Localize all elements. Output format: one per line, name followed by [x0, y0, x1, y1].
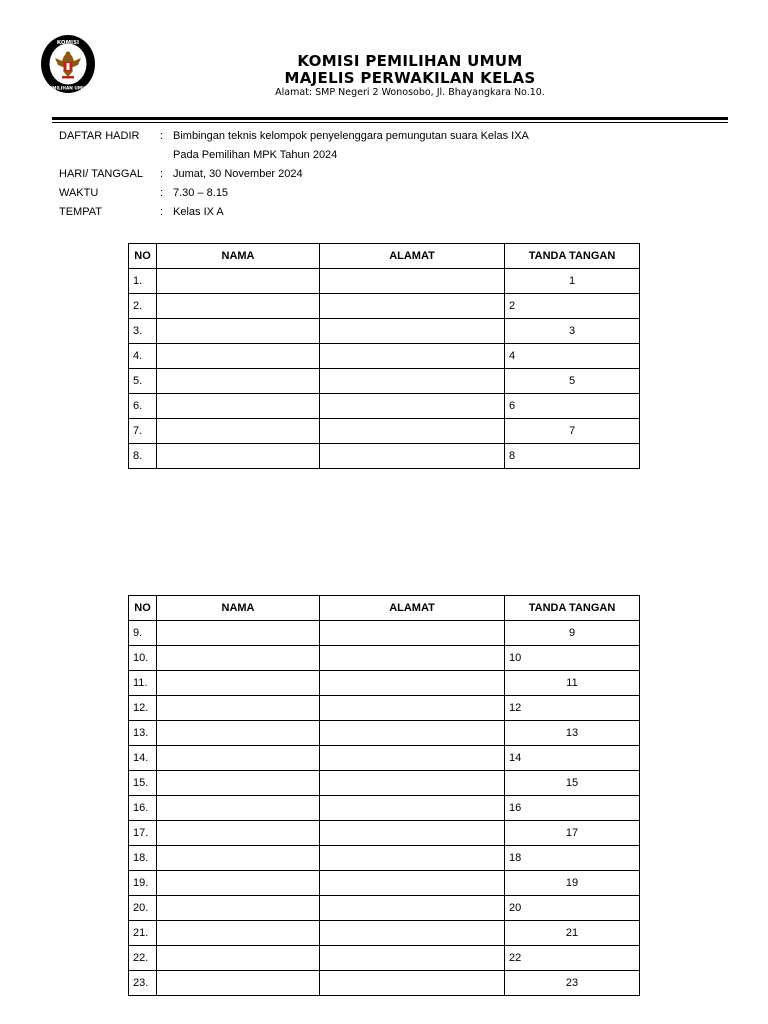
- signature-cell[interactable]: 15: [505, 771, 640, 796]
- table-row: [129, 971, 640, 996]
- header-alamat: ALAMAT: [320, 596, 505, 621]
- kpu-logo: [40, 34, 96, 94]
- info-label: DAFTAR HADIR: [59, 130, 140, 142]
- row-number-cell: 20.: [129, 896, 157, 921]
- info-colon: :: [160, 206, 164, 218]
- table-row: [129, 946, 640, 971]
- info-value: Pada Pemilihan MPK Tahun 2024: [173, 149, 338, 161]
- signature-cell[interactable]: 17: [505, 821, 640, 846]
- signature-cell[interactable]: 9: [505, 621, 640, 646]
- nama-cell[interactable]: [157, 896, 320, 921]
- row-number-cell: 14.: [129, 746, 157, 771]
- signature-cell[interactable]: 2: [505, 294, 640, 319]
- alamat-cell[interactable]: [320, 671, 505, 696]
- table-row: [129, 921, 640, 946]
- table-row: [129, 796, 640, 821]
- info-label: HARI/ TANGGAL: [59, 168, 143, 180]
- row-number-cell: 10.: [129, 646, 157, 671]
- signature-cell[interactable]: 1: [505, 269, 640, 294]
- alamat-cell[interactable]: [320, 696, 505, 721]
- row-number-cell: 3.: [129, 319, 157, 344]
- header-divider-thin: [52, 122, 728, 123]
- signature-cell[interactable]: 4: [505, 344, 640, 369]
- signature-cell[interactable]: 3: [505, 319, 640, 344]
- signature-cell[interactable]: 21: [505, 921, 640, 946]
- table-row: [129, 771, 640, 796]
- row-number-cell: 16.: [129, 796, 157, 821]
- nama-cell[interactable]: [157, 294, 320, 319]
- header-tanda-tangan: TANDA TANGAN: [505, 244, 640, 269]
- alamat-cell[interactable]: [320, 369, 505, 394]
- header-no: NO: [129, 596, 157, 621]
- nama-cell[interactable]: [157, 369, 320, 394]
- table-row: [129, 444, 640, 469]
- info-block: [59, 127, 529, 222]
- nama-cell[interactable]: [157, 671, 320, 696]
- alamat-cell[interactable]: [320, 946, 505, 971]
- row-number-cell: 19.: [129, 871, 157, 896]
- org-title: KOMISI PEMILIHAN UMUM: [297, 52, 523, 70]
- alamat-cell[interactable]: [320, 294, 505, 319]
- alamat-cell[interactable]: [320, 621, 505, 646]
- nama-cell[interactable]: [157, 621, 320, 646]
- info-row-waktu: [59, 184, 529, 203]
- signature-cell[interactable]: 6: [505, 394, 640, 419]
- alamat-cell[interactable]: [320, 921, 505, 946]
- nama-cell[interactable]: [157, 821, 320, 846]
- table-row: [129, 896, 640, 921]
- nama-cell[interactable]: [157, 344, 320, 369]
- row-number-cell: 13.: [129, 721, 157, 746]
- info-row-tempat: [59, 203, 529, 222]
- signature-cell[interactable]: 13: [505, 721, 640, 746]
- table-row: [129, 344, 640, 369]
- header-divider-thick: [52, 117, 728, 120]
- signature-cell[interactable]: 20: [505, 896, 640, 921]
- table-row: [129, 394, 640, 419]
- nama-cell[interactable]: [157, 946, 320, 971]
- header-tanda-tangan: TANDA TANGAN: [505, 596, 640, 621]
- nama-cell[interactable]: [157, 444, 320, 469]
- row-number-cell: 12.: [129, 696, 157, 721]
- row-number-cell: 21.: [129, 921, 157, 946]
- info-row-daftar: [59, 127, 529, 146]
- signature-cell[interactable]: 16: [505, 796, 640, 821]
- nama-cell[interactable]: [157, 746, 320, 771]
- signature-cell[interactable]: 14: [505, 746, 640, 771]
- nama-cell[interactable]: [157, 971, 320, 996]
- alamat-cell[interactable]: [320, 444, 505, 469]
- table-row: [129, 721, 640, 746]
- table-row: [129, 621, 640, 646]
- nama-cell[interactable]: [157, 846, 320, 871]
- alamat-cell[interactable]: [320, 821, 505, 846]
- nama-cell[interactable]: [157, 646, 320, 671]
- row-number-cell: 11.: [129, 671, 157, 696]
- table-header-row: [129, 244, 640, 269]
- header-nama: NAMA: [157, 596, 320, 621]
- signature-cell[interactable]: 22: [505, 946, 640, 971]
- signature-cell[interactable]: 10: [505, 646, 640, 671]
- nama-cell[interactable]: [157, 796, 320, 821]
- table-row: [129, 746, 640, 771]
- row-number-cell: 8.: [129, 444, 157, 469]
- table-row: [129, 294, 640, 319]
- info-value: Jumat, 30 November 2024: [173, 168, 303, 180]
- alamat-cell[interactable]: [320, 319, 505, 344]
- alamat-cell[interactable]: [320, 846, 505, 871]
- table-row: [129, 646, 640, 671]
- header-nama: NAMA: [157, 244, 320, 269]
- nama-cell[interactable]: [157, 319, 320, 344]
- table-header-row: [129, 596, 640, 621]
- header-alamat: ALAMAT: [320, 244, 505, 269]
- org-address: Alamat: SMP Negeri 2 Wonosobo, Jl. Bhayangkara No.10.: [275, 87, 545, 98]
- table-row: [129, 871, 640, 896]
- row-number-cell: 15.: [129, 771, 157, 796]
- row-number-cell: 5.: [129, 369, 157, 394]
- table-row: [129, 696, 640, 721]
- alamat-cell[interactable]: [320, 394, 505, 419]
- nama-cell[interactable]: [157, 921, 320, 946]
- info-colon: :: [160, 187, 164, 199]
- row-number-cell: 9.: [129, 621, 157, 646]
- table-row: [129, 369, 640, 394]
- info-value: Bimbingan teknis kelompok penyelenggara pemungutan suara Kelas IXA: [173, 130, 529, 142]
- table-row: [129, 846, 640, 871]
- table-row: [129, 821, 640, 846]
- org-subtitle: MAJELIS PERWAKILAN KELAS: [284, 69, 536, 87]
- signature-cell[interactable]: 11: [505, 671, 640, 696]
- info-label: TEMPAT: [59, 206, 102, 218]
- logo-text-bottom: PEMILIHAN UMUM: [46, 86, 90, 92]
- alamat-cell[interactable]: [320, 796, 505, 821]
- nama-cell[interactable]: [157, 871, 320, 896]
- row-number-cell: 2.: [129, 294, 157, 319]
- alamat-cell[interactable]: [320, 646, 505, 671]
- row-number-cell: 4.: [129, 344, 157, 369]
- attendance-table-1: [128, 243, 640, 469]
- table-row: [129, 319, 640, 344]
- row-number-cell: 1.: [129, 269, 157, 294]
- nama-cell[interactable]: [157, 269, 320, 294]
- info-colon: :: [160, 168, 164, 180]
- logo-text-top: KOMISI: [56, 40, 80, 46]
- signature-cell[interactable]: 8: [505, 444, 640, 469]
- signature-cell[interactable]: 19: [505, 871, 640, 896]
- info-value: 7.30 – 8.15: [173, 187, 229, 199]
- signature-cell[interactable]: 5: [505, 369, 640, 394]
- alamat-cell[interactable]: [320, 344, 505, 369]
- signature-cell[interactable]: 7: [505, 419, 640, 444]
- signature-cell[interactable]: 23: [505, 971, 640, 996]
- header-no: NO: [129, 244, 157, 269]
- signature-cell[interactable]: 12: [505, 696, 640, 721]
- info-row-daftar-cont: [59, 146, 529, 165]
- row-number-cell: 7.: [129, 419, 157, 444]
- row-number-cell: 23.: [129, 971, 157, 996]
- alamat-cell[interactable]: [320, 771, 505, 796]
- info-row-hari: [59, 165, 529, 184]
- nama-cell[interactable]: [157, 721, 320, 746]
- nama-cell[interactable]: [157, 394, 320, 419]
- table-row: [129, 671, 640, 696]
- table-row: [129, 419, 640, 444]
- alamat-cell[interactable]: [320, 746, 505, 771]
- alamat-cell[interactable]: [320, 971, 505, 996]
- row-number-cell: 17.: [129, 821, 157, 846]
- signature-cell[interactable]: 18: [505, 846, 640, 871]
- info-label: WAKTU: [59, 187, 99, 199]
- attendance-table-2: [128, 595, 640, 996]
- alamat-cell[interactable]: [320, 269, 505, 294]
- alamat-cell[interactable]: [320, 871, 505, 896]
- nama-cell[interactable]: [157, 696, 320, 721]
- row-number-cell: 22.: [129, 946, 157, 971]
- nama-cell[interactable]: [157, 771, 320, 796]
- row-number-cell: 18.: [129, 846, 157, 871]
- nama-cell[interactable]: [157, 419, 320, 444]
- alamat-cell[interactable]: [320, 896, 505, 921]
- alamat-cell[interactable]: [320, 419, 505, 444]
- alamat-cell[interactable]: [320, 721, 505, 746]
- table-row: [129, 269, 640, 294]
- info-colon: :: [160, 130, 164, 142]
- info-value: Kelas IX A: [173, 206, 224, 218]
- row-number-cell: 6.: [129, 394, 157, 419]
